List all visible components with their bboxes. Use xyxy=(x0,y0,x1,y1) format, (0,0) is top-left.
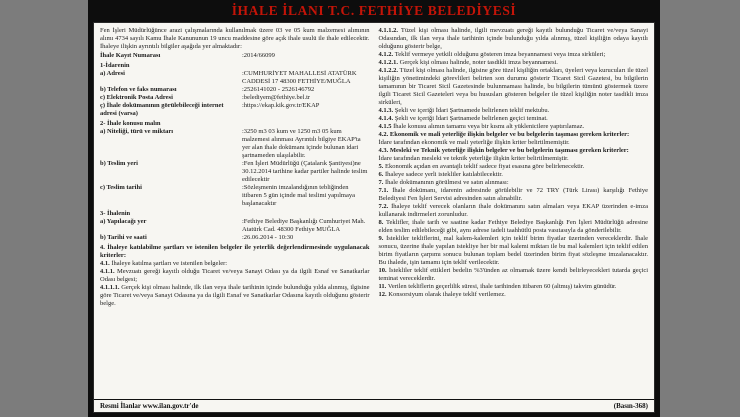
official-announcements-label: Resmi İlanlar www.ilan.gov.tr'de xyxy=(100,402,199,410)
info-value: :Sözleşmenin imzalandığının tebliğinden itibaren 5 gün içinde mal teslimi yapılmaya başlanacaktır xyxy=(242,184,355,207)
clause-number: 4.2. xyxy=(378,131,390,138)
clause-number: 4.3. xyxy=(378,147,390,154)
info-label: 1-İdarenin xyxy=(100,62,130,69)
clause-number: 4.1.1. xyxy=(100,268,117,275)
info-value xyxy=(242,210,370,218)
clause-paragraph: 11. Verilen tekliflerin geçerlilik süresi, ihale tarihinden itibaren 60 (altmış) takvim günüdür. xyxy=(378,283,617,290)
info-label: a) Yapılacağı yer xyxy=(100,218,147,225)
info-row xyxy=(100,120,370,128)
info-value: :26.06.2014 - 10:30 xyxy=(242,234,294,241)
clause-number: 4.1.5 xyxy=(378,123,394,130)
clause-paragraph: 12. Konsorsiyum olarak ihaleye teklif verilemez. xyxy=(378,291,506,298)
info-row xyxy=(100,94,370,102)
clause-paragraph: 4.1. İhaleye katılma şartları ve istenilen belgeler: xyxy=(100,260,228,267)
document-body xyxy=(94,23,654,399)
clause-paragraph: 6. İhaleye sadece yerli istekliler katılabilecektir. xyxy=(378,171,503,178)
clause-paragraph: 4.1.1.2. Tüzel kişi olması halinde, ilgili mevzuatı gereği kayıtlı bulunduğu Ticaret ve/veya Sanayi Odasından, ilk ilan veya ihale tarihinin içinde bulunduğu yılda alınmış, tüzel kişiliğin odaya kayıtlı olduğunu gösterir belge, xyxy=(378,27,648,50)
clause-number: 11. xyxy=(378,283,388,290)
clause-number: 7. xyxy=(378,179,385,186)
clause-paragraph: 4.1.1.1. Gerçek kişi olması halinde, ilk ilan veya ihale tarihinin içinde bulunduğu yılda alınmış, ilgisine göre Ticaret ve/veya Sanayi Odasına ya da ilgili Esnaf ve Sanatkarlar Odasına kayıtlı olduğunu gösterir belge. xyxy=(100,284,370,307)
clause-number: 4.1.2.1. xyxy=(378,59,400,66)
clause-paragraph: 4.2. Ekonomik ve mali yeterliğe ilişkin belgeler ve bu belgelerin taşıması gereken kriterler: xyxy=(378,131,630,138)
clause-paragraph: 4.1.2. Teklif vermeye yetkili olduğunu gösteren imza beyannamesi veya imza sirküleri; xyxy=(378,51,606,58)
info-label: a) Niteliği, türü ve miktarı xyxy=(100,128,174,135)
info-row xyxy=(100,160,370,184)
clause-number: 4.1.4. xyxy=(378,115,395,122)
clause-paragraph: 9. İstekliler tekliflerini, mal kalem-kalemleri için teklif birim fiyatlar üzerinden vereceklerdir. İhale sonucu, üzerine ihale yapılan istekliye her bir mal kalemi miktarı ile bu mal kalemleri için teklif edilen birim fiyatların çarpımı sonucu bulunan toplam bedel üzerinden birim fiyat sözleşme imzalanacaktır. Bu ihalede, işin tamamı için teklif verilecektir. xyxy=(378,235,648,266)
clause-number: 4.1.1.2. xyxy=(378,27,401,34)
clause-paragraph: 4.1.5 İhale konusu alımın tamamı veya bir kısmı alt yüklenicilere yaptırılamaz. xyxy=(378,123,585,130)
clause-number: 4.1.1.1. xyxy=(100,284,122,291)
clause-number: 4.1.2. xyxy=(378,51,395,58)
clause-number: 4.1. xyxy=(100,260,112,267)
info-value: :Fethiye Belediye Başkanlığı Cumhuriyet Mah. Atatürk Cad. 48300 Fethiye MUĞLA xyxy=(242,218,366,233)
clause-paragraph: 4. İhaleye katılabilme şartları ve istenilen belgeler ile yeterlik değerlendirmesinde uygulanacak kriterler: xyxy=(100,244,370,259)
clause-paragraph: 5. Ekonomik açıdan en avantajlı teklif sadece fiyat esasına göre belirlenecektir. xyxy=(378,163,585,170)
clause-number: 7.2. xyxy=(378,203,392,210)
info-label: a) Adresi xyxy=(100,70,125,77)
info-value xyxy=(242,62,370,70)
clause-paragraph: 4.3. Mesleki ve Teknik yeterliğe ilişkin belgeler ve bu belgelerin taşıması gereken kriterler: xyxy=(378,147,629,154)
info-value: :belediyem@fethiye.bel.tr xyxy=(242,94,311,101)
right-column xyxy=(379,27,649,397)
clause-number: 6. xyxy=(378,171,385,178)
clause-paragraph: 7.1. İhale dokümanı, idarenin adresinde görülebilir ve 72 TRY (Türk Lirası) karşılığı Fethiye Belediyesi Fen İşleri Servisi adresinden satın alınabilir. xyxy=(378,187,648,202)
info-row xyxy=(100,128,370,160)
document-title-bar xyxy=(93,0,655,22)
info-value: :2526141020 - 2526146792 xyxy=(242,86,315,93)
info-label: b) Telefon ve faks numarası xyxy=(100,86,177,93)
info-label: c) Elektronik Posta Adresi xyxy=(100,94,173,101)
intro-paragraph: Fen İşleri Müdürlüğünce arazi çalışmalarında kullanılmak üzere 03 ve 05 kum malzemesi alımının alımı 4734 sayılı Kamu İhale Kanununun 19 uncu maddesine göre açık ihale usulü ile ihale edilecektir. İhaleye ilişkin ayrıntılı bilgiler aşağıda yer almaktadır: xyxy=(100,27,370,50)
info-label: 3- İhalenin xyxy=(100,210,131,217)
info-row xyxy=(100,86,370,94)
info-value: :https://ekap.kik.gov.tr/EKAP xyxy=(242,102,320,109)
info-row xyxy=(100,62,370,70)
clause-paragraph: İdare tarafından ekonomik ve mali yeterliğe ilişkin kriter belirtilmemiştir. xyxy=(378,139,570,146)
clause-number: 4.1.2.2. xyxy=(378,67,400,74)
info-label: c) Teslim tarihi xyxy=(100,184,142,191)
left-clauses xyxy=(100,244,370,308)
info-label: b) Teslim yeri xyxy=(100,160,138,167)
clause-number: 7.1. xyxy=(378,187,393,194)
clause-paragraph: 10. İstekliler teklif ettikleri bedelin %3'ünden az olmamak üzere kendi belirleyecekleri tutarda geçici teminat vereceklerdir. xyxy=(378,267,649,282)
info-row xyxy=(100,218,370,234)
clause-number: 9. xyxy=(378,235,387,242)
left-column xyxy=(100,27,370,397)
info-row xyxy=(100,234,370,242)
info-value xyxy=(242,120,370,128)
tender-notice-document xyxy=(88,0,660,417)
clause-number: 4.1.3. xyxy=(378,107,395,114)
clause-number: 4. xyxy=(100,244,108,251)
clause-paragraph: 8. Teklifler, ihale tarih ve saatine kadar Fethiye Belediye Başkanlığı Fen İşleri Müdürlüğü adresine elden teslim edilebileceği gibi, aynı adrese iadeli taahhütlü posta vasıtasıyla da gönderilebilir. xyxy=(378,219,648,234)
page-title: İHALE İLANI T.C. FETHİYE BELEDİYESİ xyxy=(231,3,517,18)
clause-paragraph: 7.2. İhaleye teklif verecek olanların ihale dokümanını satın almaları veya EKAP üzerinden e-imza kullanarak indirmeleri zorunludur. xyxy=(378,203,649,218)
info-row xyxy=(100,70,370,86)
document-paper xyxy=(93,22,655,413)
info-row xyxy=(100,210,370,218)
tender-info-table xyxy=(100,52,370,242)
info-value: :Fen İşleri Müdürlüğü (Çatalarık Şantiyesi)ne 30.12.2014 tarihine kadar partiler halinde teslim edilecektir xyxy=(242,160,368,183)
clause-paragraph: İdare tarafından mesleki ve teknik yeterliğe ilişkin kriter belirtilmemiştir. xyxy=(378,155,569,162)
clause-paragraph: 4.1.2.2. Tüzel kişi olması halinde, ilgisine göre tüzel kişiliğin ortakları, üyeleri veya kurucuları ile tüzel kişiliğin yönetimindeki görevlileri belirten son durumu gösterir Ticaret Sicil Gazetesi, bu bilgilerin tamamının bir Ticaret Sicil Gazetesinde bulunmaması halinde, bu bilgilerin tümünü göstermek üzere ilgili Ticaret Sicil Gazeteleri veya bu hususları gösteren belgeler ile tüzel kişiliğin noter tasdikli imza sirküleri, xyxy=(378,67,648,106)
info-value: :2014/66099 xyxy=(242,52,275,59)
info-value: :3250 m3 03 kum ve 1250 m3 05 kum malzemesi alınması Ayrıntılı bilgiye EKAP'ta yer alan ihale dokümanı içinde bulunan idari şartnameden ulaşılabilir. xyxy=(242,128,361,159)
info-label: ç) İhale dokümanının görülebileceği internet adresi (varsa) xyxy=(100,102,224,117)
info-row xyxy=(100,184,370,208)
info-label: b) Tarihi ve saati xyxy=(100,234,147,241)
document-footer xyxy=(94,399,654,412)
clause-paragraph: 4.1.2.1. Gerçek kişi olması halinde, noter tasdikli imza beyannamesi. xyxy=(378,59,558,66)
info-row xyxy=(100,52,370,60)
info-label: İhale Kayıt Numarası xyxy=(100,52,161,59)
info-row xyxy=(100,102,370,118)
press-number: (Basın-368) xyxy=(613,402,648,410)
clause-number: 10. xyxy=(378,267,389,274)
clause-paragraph: 7. İhale dokümanının görülmesi ve satın alınması: xyxy=(378,179,509,186)
clause-paragraph: 4.1.3. Şekli ve içeriği İdari Şartnamede belirlenen teklif mektubu. xyxy=(378,107,550,114)
clause-paragraph: 4.1.4. Şekli ve içeriği İdari Şartnamede belirlenen geçici teminat. xyxy=(378,115,548,122)
clause-paragraph: 4.1.1. Mevzuatı gereği kayıtlı olduğu Ticaret ve/veya Sanayi Odası ya da ilgili Esnaf ve Sanatkarlar Odası belgesi; xyxy=(100,268,370,283)
clause-number: 8. xyxy=(378,219,386,226)
clause-number: 12. xyxy=(378,291,389,298)
info-label: 2- İhale konusu malın xyxy=(100,120,161,127)
info-value: :CUMHURİYET MAHALLESİ ATATÜRK CADDESİ 17 48300 FETHİYE/MUĞLA xyxy=(242,70,357,85)
clause-number: 5. xyxy=(378,163,385,170)
